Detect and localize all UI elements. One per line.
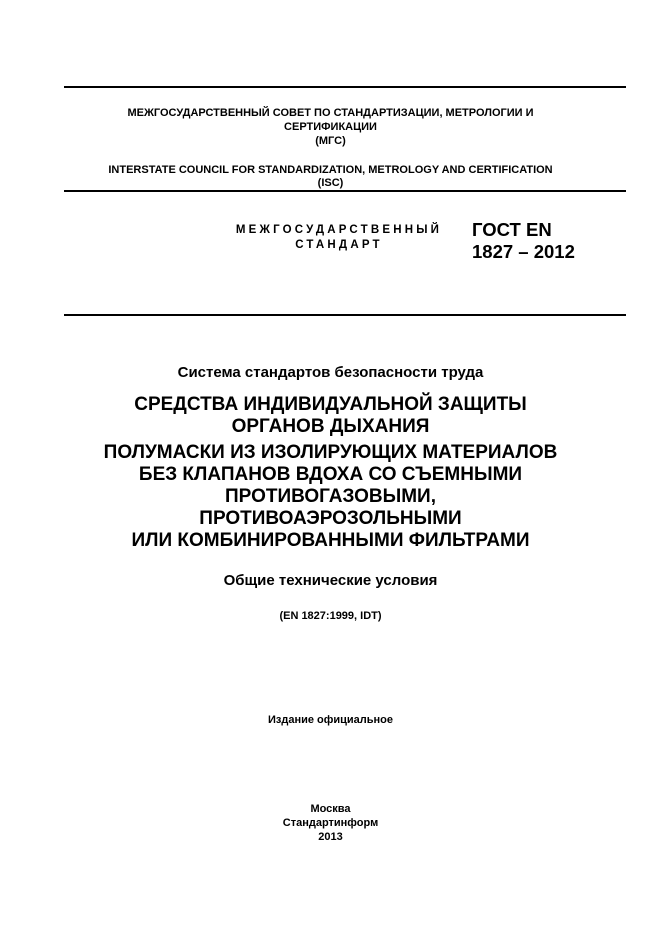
main-title-line: ОРГАНОВ ДЫХАНИЯ — [231, 416, 430, 437]
standard-label — [228, 223, 450, 253]
main-title-line: ИЛИ КОМБИНИРОВАННЫМИ ФИЛЬТРАМИ — [131, 530, 530, 551]
council-ru-line2: СЕРТИФИКАЦИИ — [284, 121, 377, 133]
system-title: Система стандартов безопасности труда — [177, 364, 484, 381]
main-title-line: ПРОТИВОАЭРОЗОЛЬНЫМИ — [199, 508, 462, 529]
main-title-line: БЕЗ КЛАПАНОВ ВДОХА СО СЪЕМНЫМИ — [138, 464, 523, 485]
council-en-abbr: (ISC) — [317, 177, 344, 189]
imprint — [0, 802, 661, 844]
standard-code-line1: ГОСТ EN — [472, 219, 552, 240]
imprint-publisher: Стандартинформ — [282, 817, 379, 829]
standard-label-line1: МЕЖГОСУДАРСТВЕННЫЙ — [235, 224, 443, 236]
main-title-line: ПРОТИВОГАЗОВЫМИ, — [225, 486, 436, 507]
council-ru-abbr: (МГС) — [315, 135, 346, 147]
standard-code — [472, 219, 622, 263]
edition-label: Издание официальное — [267, 714, 394, 726]
header-rule — [64, 190, 626, 192]
main-title — [0, 394, 661, 552]
document-subtitle: Общие технические условия — [223, 572, 438, 589]
standard-code-line2: 1827 – 2012 — [472, 241, 575, 262]
main-title-line: СРЕДСТВА ИНДИВИДУАЛЬНОЙ ЗАЩИТЫ — [134, 394, 527, 415]
equivalence-note: (EN 1827:1999, IDT) — [279, 610, 382, 622]
main-title-line: ПОЛУМАСКИ ИЗ ИЗОЛИРУЮЩИХ МАТЕРИАЛОВ — [103, 442, 558, 463]
council-ru-line1: МЕЖГОСУДАРСТВЕННЫЙ СОВЕТ ПО СТАНДАРТИЗАЦИИ, МЕТРОЛОГИИ И — [127, 107, 534, 119]
top-rule — [64, 86, 626, 88]
standard-label-line2: СТАНДАРТ — [295, 239, 383, 251]
title-rule — [64, 314, 626, 316]
imprint-city: Москва — [310, 803, 351, 815]
imprint-year: 2013 — [318, 831, 343, 843]
council-en-line1: INTERSTATE COUNCIL FOR STANDARDIZATION, METROLOGY AND CERTIFICATION — [108, 164, 553, 176]
